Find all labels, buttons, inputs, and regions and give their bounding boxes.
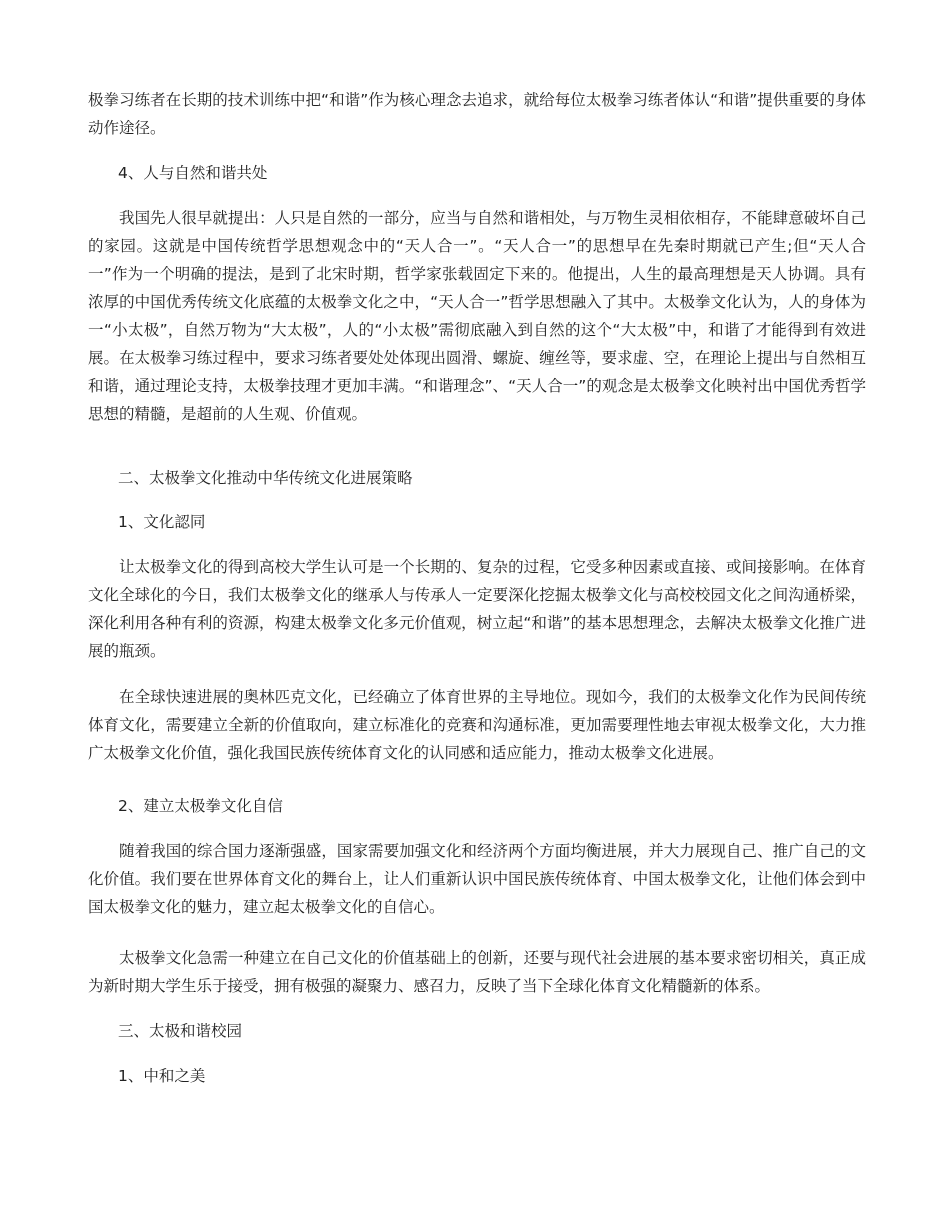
body-paragraph: 在全球快速进展的奥林匹克文化，已经确立了体育世界的主导地位。现如今，我们的太极拳文化作为民间传统体育文化，需要建立全新的价值取向，建立标准化的竞赛和沟通标准，更加需要理性地去审视太极拳文化，大力推广太极拳文化价值，强化我国民族传统体育文化的认同感和适应能力，推动太极拳文化进展。 xyxy=(88,688,866,762)
body-paragraph: 让太极拳文化的得到高校大学生认可是一个长期的、复杂的过程，它受多种因素或直接、或间接影响。在体育文化全球化的今日，我们太极拳文化的继承人与传承人一定要深化挖掘太极拳文化与高校校园文化之间沟通桥梁，深化利用各种有利的资源，构建太极拳文化多元价值观，树立起“和谐”的基本思想理念，去解决太极拳文化推广进展的瓶颈。 xyxy=(88,558,866,660)
subsection-heading: 4、人与自然和谐共处 xyxy=(118,164,268,182)
section-heading: 二、太极拳文化推动中华传统文化进展策略 xyxy=(118,469,413,487)
section-heading: 三、太极和谐校园 xyxy=(118,1022,243,1040)
body-paragraph: 太极拳文化急需一种建立在自己文化的价值基础上的创新，还要与现代社会进展的基本要求密切相关，真正成为新时期大学生乐于接受，拥有极强的凝聚力、感召力，反映了当下全球化体育文化精髓新的体系。 xyxy=(88,949,866,995)
subsection-heading: 1、文化認同 xyxy=(118,513,206,531)
body-paragraph: 我国先人很早就提出：人只是自然的一部分，应当与自然和谐相处，与万物生灵相依相存，不能肆意破坏自己的家园。这就是中国传统哲学思想观念中的“天人合一”。“天人合一”的思想早在先秦时期就已产生;但“天人合一”作为一个明确的提法，是到了北宋时期，哲学家张载固定下来的。他提出，人生的最高理想是天人协调。具有浓厚的中国优秀传统文化底蕴的太极拳文化之中，“天人合一”哲学思想融入了其中。太极拳文化认为，人的身体为一“小太极”，自然万物为“大太极”，人的“小太极”需彻底融入到自然的这个“大太极”中，和谐了才能得到有效进展。在太极拳习练过程中，要求习练者要处处体现出圆滑、螺旋、缠丝等，要求虚、空，在理论上提出与自然相互和谐，通过理论支持，太极拳技理才更加丰满。“和谐理念”、“天人合一”的观念是太极拳文化映衬出中国优秀哲学思想的精髓，是超前的人生观、价值观。 xyxy=(88,209,866,423)
body-paragraph: 随着我国的综合国力逐渐强盛，国家需要加强文化和经济两个方面均衡进展，并大力展现自己、推广自己的文化价值。我们要在世界体育文化的舞台上，让人们重新认识中国民族传统体育、中国太极拳文化，让他们体会到中国太极拳文化的魅力，建立起太极拳文化的自信心。 xyxy=(88,842,866,916)
subsection-heading: 2、建立太极拳文化自信 xyxy=(118,797,283,815)
body-paragraph: 极拳习练者在长期的技术训练中把“和谐”作为核心理念去追求，就给每位太极拳习练者体认“和谐”提供重要的身体动作途径。 xyxy=(88,91,866,137)
subsection-heading: 1、中和之美 xyxy=(118,1067,206,1085)
